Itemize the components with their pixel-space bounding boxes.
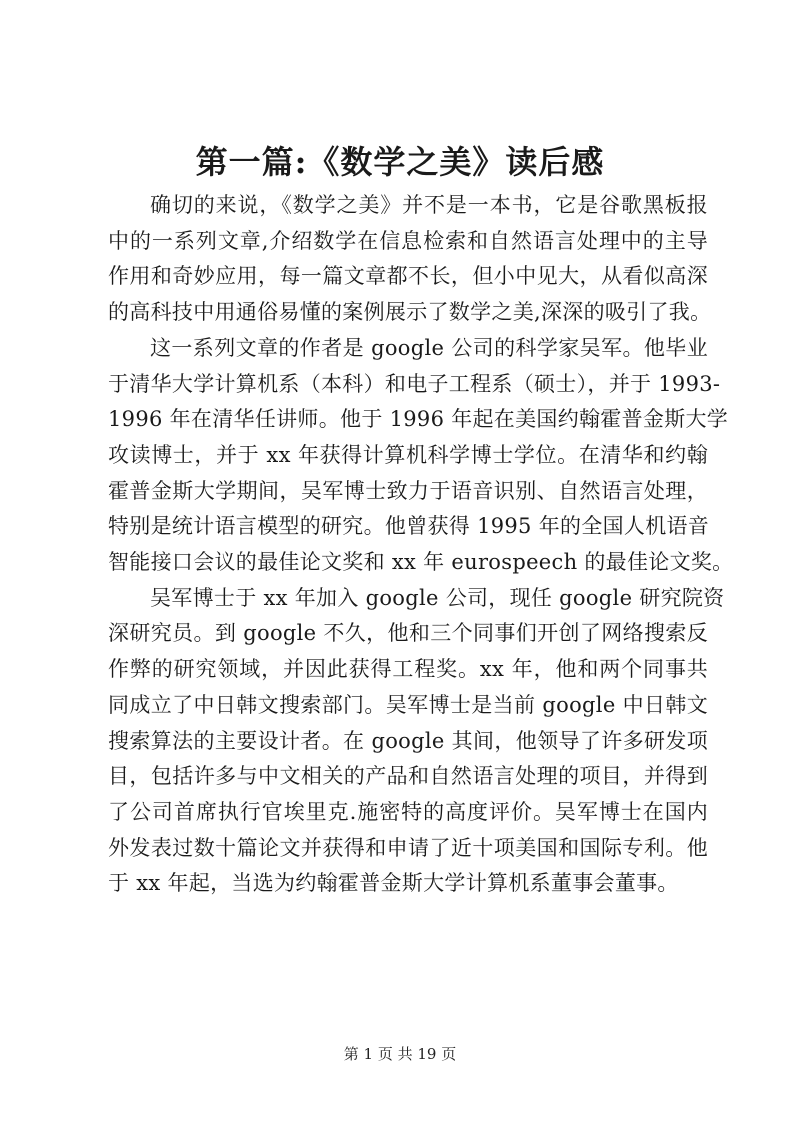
text-line: 特别是统计语言模型的研究。他曾获得 1995 年的全国人机语音 [108, 514, 710, 539]
text-line: 外发表过数十篇论文并获得和申请了近十项美国和国际专利。他 [108, 835, 708, 860]
paragraph-1 [108, 188, 712, 331]
text-line: 霍普金斯大学期间，吴军博士致力于语音识别、自然语言处理， [108, 478, 708, 503]
text-line: 作用和奇妙应用，每一篇文章都不长，但小中见大，从看似高深 [108, 264, 708, 289]
text-line: 这一系列文章的作者是 google 公司的科学家吴军。他毕业 [150, 335, 708, 360]
text-line: 同成立了中日韩文搜索部门。吴军博士是当前 google 中日韩文 [108, 692, 708, 717]
text-line: 确切的来说，《数学之美》并不是一本书，它是谷歌黑板报 [150, 193, 708, 217]
text-line: 智能接口会议的最佳论文奖和 xx 年 eurospeech 的最佳论文奖。 [108, 550, 734, 575]
text-line: 1996 年在清华任讲师。他于 1996 年起在美国约翰霍普金斯大学 [108, 407, 729, 432]
paragraph-3 [108, 581, 725, 902]
text-line: 目，包括许多与中文相关的产品和自然语言处理的项目，并得到 [108, 764, 708, 789]
page-title: 第一篇:《数学之美》读后感 [195, 143, 605, 181]
page-footer: 第 1 页 共 19 页 [343, 1045, 457, 1063]
text-line: 的高科技中用通俗易懂的案例展示了数学之美,深深的吸引了我。 [108, 300, 712, 325]
text-line: 中的一系列文章,介绍数学在信息检索和自然语言处理中的主导 [108, 228, 708, 253]
text-line: 于 xx 年起，当选为约翰霍普金斯大学计算机系董事会董事。 [108, 871, 679, 896]
text-line: 了公司首席执行官埃里克.施密特的高度评价。吴军博士在国内 [108, 799, 708, 824]
text-line: 作弊的研究领域，并因此获得工程奖。xx 年，他和两个同事共 [108, 657, 708, 682]
text-line: 搜索算法的主要设计者。在 google 其间，他领导了许多研发项 [108, 728, 708, 753]
document-body [108, 188, 734, 902]
text-line: 深研究员。到 google 不久，他和三个同事们开创了网络搜索反 [108, 621, 708, 646]
paragraph-2 [108, 331, 734, 581]
text-line: 于清华大学计算机系（本科）和电子工程系（硕士），并于 1993- [108, 371, 721, 396]
text-line: 攻读博士，并于 xx 年获得计算机科学博士学位。在清华和约翰 [108, 442, 708, 467]
text-line: 吴军博士于 xx 年加入 google 公司，现任 google 研究院资 [150, 585, 725, 610]
